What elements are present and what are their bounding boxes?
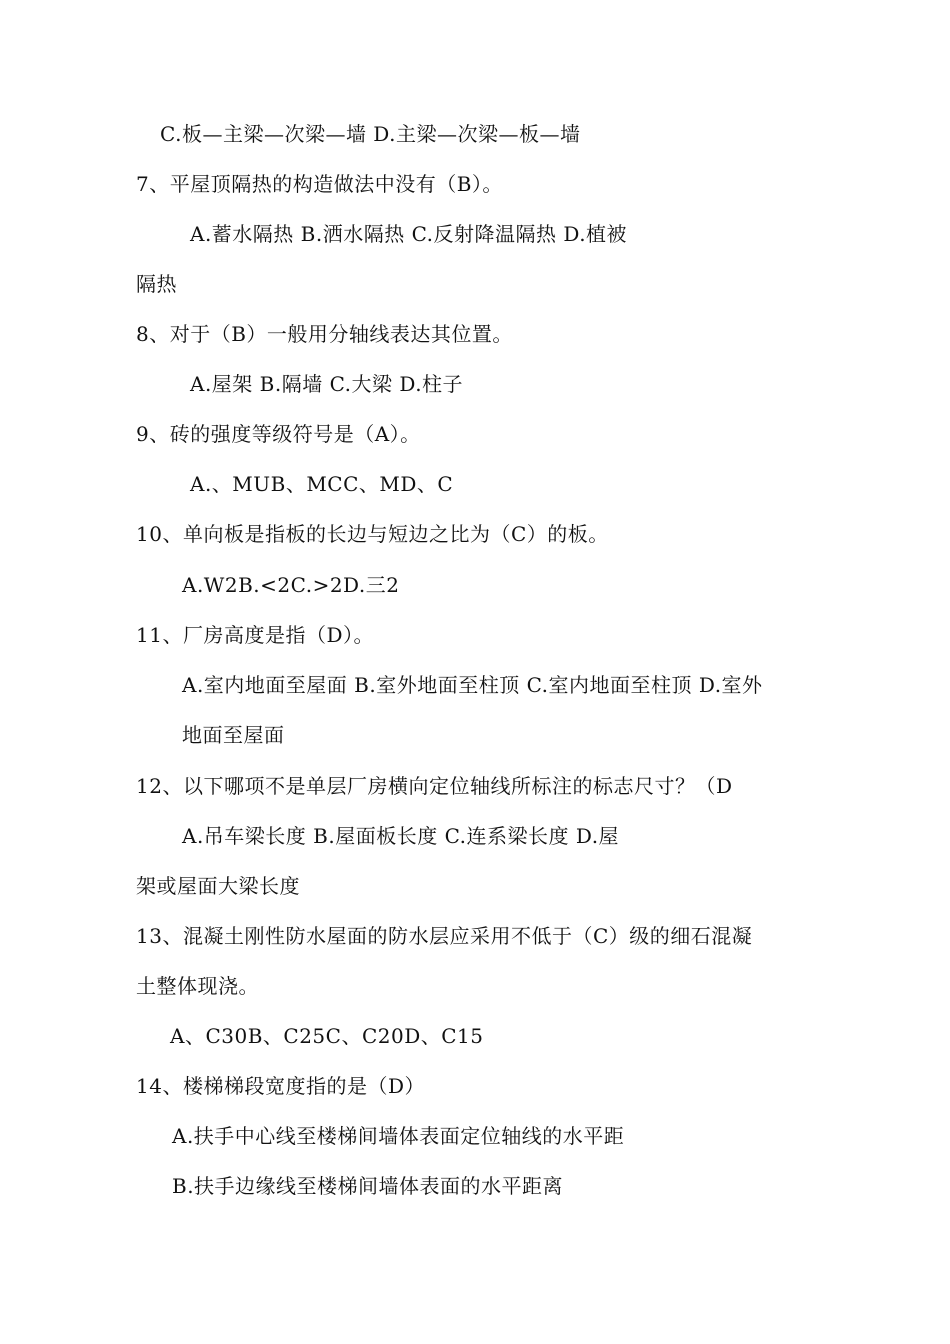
question-13-cont: 土整体现浇。: [136, 974, 259, 998]
question-11: 11、厂房高度是指（D）。: [136, 623, 374, 647]
options-7: A.蓄水隔热 B.洒水隔热 C.反射降温隔热 D.植被: [190, 222, 628, 246]
options-10: A.W2B.<2C.>2D.三2: [182, 573, 400, 597]
option-14-a: A.扶手中心线至楼梯间墙体表面定位轴线的水平距: [172, 1124, 625, 1148]
question-7: 7、平屋顶隔热的构造做法中没有（B）。: [136, 172, 503, 196]
options-9: A.、MUB、MCC、MD、C: [190, 472, 454, 496]
text-line: C.板—主梁—次梁—墙 D.主梁—次梁—板—墙: [160, 122, 581, 146]
options-12-cont: 架或屋面大梁长度: [136, 874, 300, 898]
option-14-b: B.扶手边缘线至楼梯间墙体表面的水平距离: [172, 1174, 564, 1198]
question-8: 8、对于（B）一般用分轴线表达其位置。: [136, 322, 513, 346]
options-11: A.室内地面至屋面 B.室外地面至柱顶 C.室内地面至柱顶 D.室外: [182, 673, 763, 697]
options-13: A、C30B、C25C、C20D、C15: [170, 1024, 484, 1048]
options-11-cont: 地面至屋面: [182, 723, 285, 747]
options-8: A.屋架 B.隔墙 C.大梁 D.柱子: [190, 372, 464, 396]
question-14: 14、楼梯梯段宽度指的是（D）: [136, 1074, 425, 1098]
question-13: 13、混凝土刚性防水屋面的防水层应采用不低于（C）级的细石混凝: [136, 924, 753, 948]
question-12: 12、以下哪项不是单层厂房横向定位轴线所标注的标志尺寸？（D: [136, 774, 733, 798]
question-9: 9、砖的强度等级符号是（A）。: [136, 422, 421, 446]
question-10: 10、单向板是指板的长边与短边之比为（C）的板。: [136, 522, 609, 546]
options-12: A.吊车梁长度 B.屋面板长度 C.连系梁长度 D.屋: [182, 824, 620, 848]
options-7-cont: 隔热: [136, 272, 177, 296]
